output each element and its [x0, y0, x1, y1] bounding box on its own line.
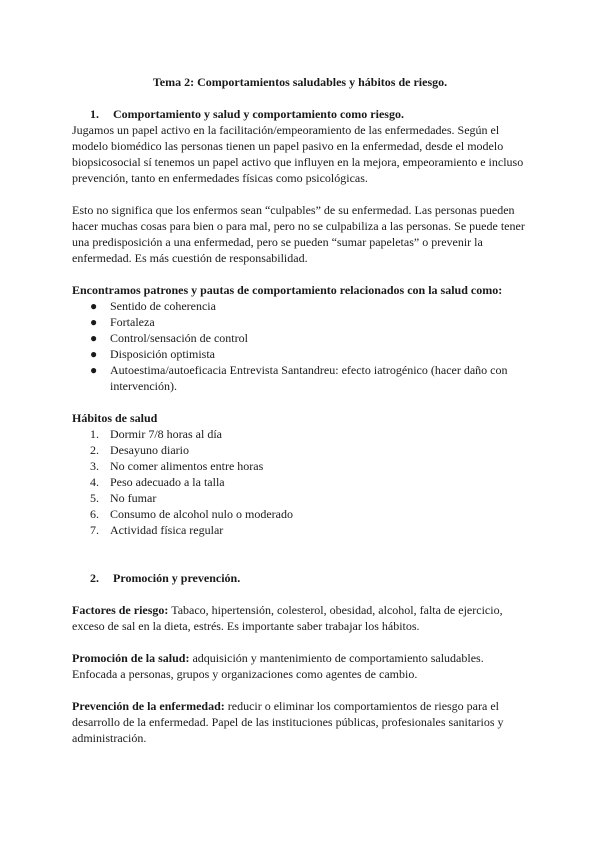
- disease-prevention-label: Prevención de la enfermedad:: [72, 699, 225, 713]
- bullet-item: [90, 298, 530, 314]
- bullet-item: [90, 314, 530, 330]
- item-number: 7.: [90, 523, 99, 537]
- numbered-item: [90, 506, 530, 522]
- item-text: Actividad física regular: [110, 523, 224, 537]
- risk-factors-paragraph: [72, 602, 532, 634]
- bullet-marker: ●: [90, 347, 98, 361]
- section-2-heading: [90, 570, 240, 586]
- paragraph-text: Esto no significa que los enfermos sean “culpables” de su enfermedad. Las personas pueden hacer muchas cosas para bien o para mal, pero no se culpabiliza a las personas. Se puede tener una predisposición a una enfermedad, pero se pueden “sumar papeletas” o prevenir la enfermedad. Es más cuestión de responsabilidad.: [72, 203, 525, 265]
- health-promotion-label: Promoción de la salud:: [72, 651, 190, 665]
- item-number: 3.: [90, 459, 99, 473]
- item-number: 4.: [90, 475, 99, 489]
- numbered-item: [90, 490, 530, 506]
- bullet-item: [90, 362, 530, 394]
- patterns-heading: Encontramos patrones y pautas de comportamiento relacionados con la salud como:: [72, 283, 503, 297]
- bullet-marker: ●: [90, 331, 98, 345]
- item-number: 6.: [90, 507, 99, 521]
- item-text: Peso adecuado a la talla: [110, 475, 225, 489]
- health-promotion-text: adquisición y mantenimiento de comportamiento saludables. Enfocada a personas, grupos y organizaciones como agentes de cambio.: [72, 651, 484, 681]
- section-1-heading: [90, 106, 404, 122]
- item-text: Desayuno diario: [110, 443, 189, 457]
- bullet-item: [90, 330, 530, 346]
- health-promotion-paragraph: [72, 650, 532, 682]
- bullet-marker: ●: [90, 299, 98, 313]
- disease-prevention-text: reducir o eliminar los comportamientos de riesgo para el desarrollo de la enfermedad. Papel de las instituciones públicas, profesionales sanitarios y administración.: [72, 699, 504, 745]
- habits-heading: Hábitos de salud: [72, 411, 158, 425]
- bullet-marker: ●: [90, 363, 98, 377]
- section-2-number: 2.: [90, 571, 99, 585]
- item-number: 2.: [90, 443, 99, 457]
- section-1-number: 1.: [90, 107, 99, 121]
- bullet-marker: ●: [90, 315, 98, 329]
- item-text: No comer alimentos entre horas: [110, 459, 264, 473]
- paragraph-text: Jugamos un papel activo en la facilitación/empeoramiento de las enfermedades. Según el modelo biomédico las personas tienen un papel pasivo en la enfermedad, desde el modelo biopsicosocial sí tenemos un papel activo que influyen en la mejora, empeoramiento e incluso prevención, tanto en enfermedades físicas como psicológicas.: [72, 123, 524, 185]
- risk-factors-label: Factores de riesgo:: [72, 603, 169, 617]
- risk-factors-text: Tabaco, hipertensión, colesterol, obesidad, alcohol, falta de ejercicio, exceso de sal en la dieta, estrés. Es importante saber trabajar los hábitos.: [72, 603, 503, 633]
- item-number: 5.: [90, 491, 99, 505]
- item-number: 1.: [90, 427, 99, 441]
- numbered-item: [90, 474, 530, 490]
- bullet-text: Autoestima/autoeficacia Entrevista Santandreu: efecto iatrogénico (hacer daño con intervención).: [110, 363, 508, 393]
- numbered-item: [90, 458, 530, 474]
- section-1-title: Comportamiento y salud y comportamiento como riesgo.: [113, 107, 404, 121]
- bullet-text: Control/sensación de control: [110, 331, 248, 345]
- section-1-paragraph-1: [72, 122, 532, 186]
- item-text: Dormir 7/8 horas al día: [110, 427, 222, 441]
- numbered-item: [90, 442, 530, 458]
- item-text: Consumo de alcohol nulo o moderado: [110, 507, 293, 521]
- bullet-text: Disposición optimista: [110, 347, 215, 361]
- item-text: No fumar: [110, 491, 157, 505]
- numbered-item: [90, 426, 530, 442]
- bullet-item: [90, 346, 530, 362]
- bullet-text: Fortaleza: [110, 315, 155, 329]
- section-2-title: Promoción y prevención.: [113, 571, 241, 585]
- section-1-paragraph-2: [72, 202, 532, 266]
- bullet-text: Sentido de coherencia: [110, 299, 216, 313]
- disease-prevention-paragraph: [72, 698, 532, 746]
- document-title: Tema 2: Comportamientos saludables y hábitos de riesgo.: [152, 75, 448, 89]
- numbered-item: [90, 522, 530, 538]
